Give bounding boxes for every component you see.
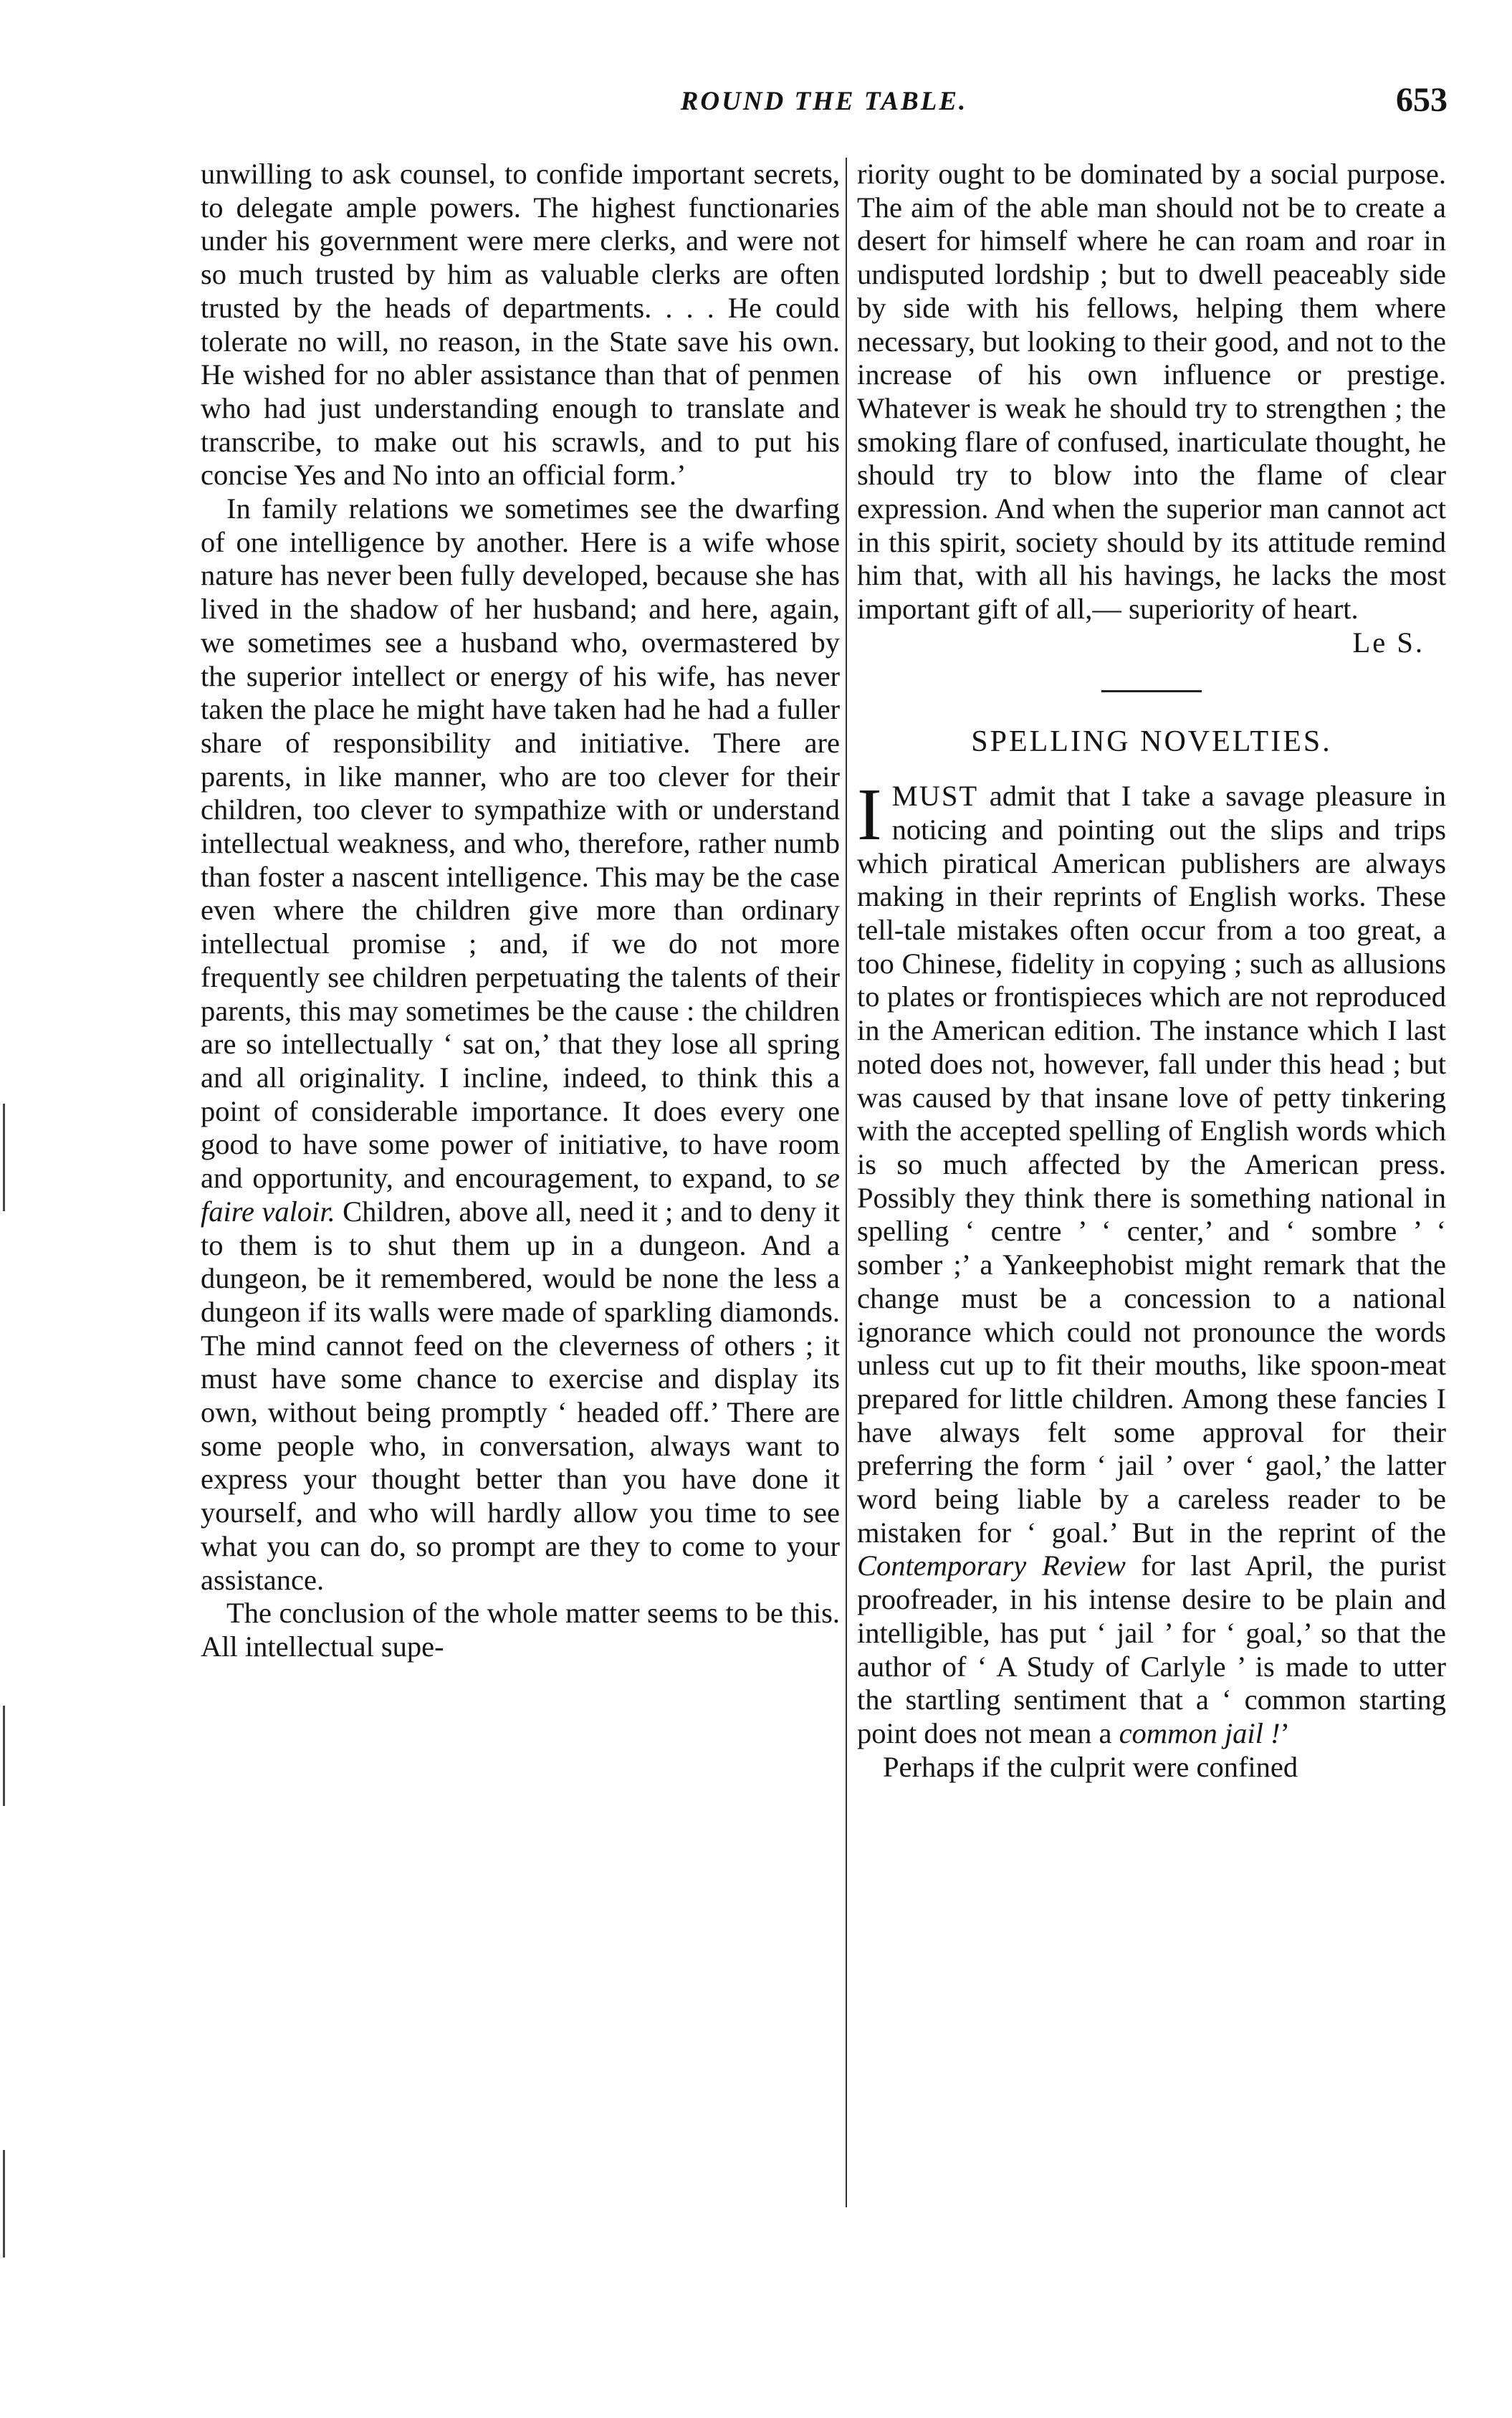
paragraph-text: admit that I take a savage pleasure in noticing and pointing out the slips and trips which piratical American publishers are always making in their reprints of English works. These tell-tale mistakes often occur from a too great, a too Chinese, fidelity in copying ; such as allusions to plates or frontispieces which are not reproduced in the American edition. The instance which I last noted does not, however, fall under this head ; but was caused by that insane love of petty tinkering with the accepted spelling of English words which is so much affected by the American press. Possibly they think there is something national in spelling ‘ centre ’ ‘ center,’ and ‘ sombre ’ ‘ somber ;’ a Yankeephobist might remark that the change must be a concession to a national ignorance which could not pronounce the words unless cut up to fit their mouths, like spoon-meat prepared for little children. Among these fancies I have always felt some approval for their preferring the form ‘ jail ’ over ‘ gaol,’ the latter word being liable by a careless reader to be mistaken for ‘ goal.’ But in the reprint of the [857, 780, 1447, 1549]
margin-mark [3, 2150, 5, 2257]
paragraph [857, 773, 1447, 1750]
paragraph-text: Children, above all, need it ; and to deny it to them is to shut them up in a dungeon. And a dungeon, be it remembered, would be none the less a dungeon if its walls were made of sparkling diamonds. The mind cannot feed on the cleverness of others ; it must have some chance to exercise and display its own, without being promptly ‘ headed off.’ There are some people who, in conversation, always want to express your thought better than you have done it yourself, and who will hardly allow you time to see what you can do, so prompt are they to come to your assistance. [201, 1195, 840, 1596]
left-column [201, 158, 840, 1664]
drop-cap: I [857, 773, 882, 856]
section-title: SPELLING NOVELTIES. [971, 725, 1332, 758]
italic-title: Contemporary Review [857, 1549, 1126, 1582]
paragraph: The conclusion of the whole matter seems to be this. All intellectual supe- [201, 1597, 840, 1663]
author-signature: Le S. [1352, 626, 1425, 659]
paragraph: unwilling to ask counsel, to confide important secrets, to delegate ample powers. The highest functionaries under his government were mere clerks, and were not so much trusted by him as valuable clerks are often trusted by the heads of departments. . . . He could tolerate no will, no reason, in the State save his own. He wished for no abler assistance than that of penmen who had just understanding enough to translate and transcribe, to make out his scrawls, and to put his concise Yes and No into an official form.’ [201, 158, 840, 492]
paragraph-text: for last April, the purist proofreader, in his intense desire to be plain and intelligible, has put ‘ jail ’ for ‘ goal,’ so that the author of ‘ A Study of Carlyle ’ is made to utter the startling sentiment that a ‘ common starting point does not mean a [857, 1549, 1447, 1749]
column-divider [846, 158, 847, 2207]
margin-mark [3, 1706, 5, 1806]
right-column [857, 158, 1446, 1784]
page-header [201, 80, 1448, 130]
paragraph-text: In family relations we sometimes see the dwarfing of one intelligence by another. Here is a wife whose nature has never been fully developed, because she has lived in the shadow of her husband; and here, again, we sometimes see a husband who, overmastered by the superior intellect or energy of his wife, has never taken the place he might have taken had he had a fuller share of responsibility and initiative. There are parents, in like manner, who are too clever for their children, too clever to sympathize with or understand intellectual weakness, and who, therefore, rather numb than foster a nascent intelligence. This may be the case even where the children give more than ordinary intellectual promise ; and, if we do not more frequently see children perpetuating the talents of their parents, this may sometimes be the cause : the children are so intellectually ‘ sat on,’ that they lose all spring and all originality. I incline, indeed, to think this a point of considerable importance. It does every one good to have some power of initiative, to have room and opportunity, and encouragement, to expand, to [201, 492, 840, 1195]
closing-quote: ’ [1280, 1716, 1291, 1749]
lead-smallcaps: MUST [891, 780, 979, 813]
running-title: ROUND THE TABLE. [680, 87, 968, 116]
margin-mark [3, 1104, 5, 1211]
italic-phrase: common jail ! [1119, 1716, 1281, 1749]
paragraph [201, 492, 840, 1597]
italic-phrase: se faire valoir. [201, 1162, 840, 1228]
section-rule [1101, 690, 1202, 692]
paragraph: riority ought to be dominated by a social purpose. The aim of the able man should not be to create a desert for himself where he can roam and roar in undisputed lordship ; but to dwell peaceably side by side with his fellows, helping them where necessary, but looking to their good, and not to the increase of his own influence or prestige. Whatever is weak he should try to strengthen ; the smoking flare of confused, inarticulate thought, he should try to blow into the flame of clear expression. And when the superior man cannot act in this spirit, society should by its attitude remind him that, with all his havings, he lacks the most important gift of all,— superiority of heart. [857, 158, 1446, 626]
paragraph: Perhaps if the culprit were confined [883, 1750, 1298, 1783]
page-number: 653 [1396, 81, 1448, 119]
